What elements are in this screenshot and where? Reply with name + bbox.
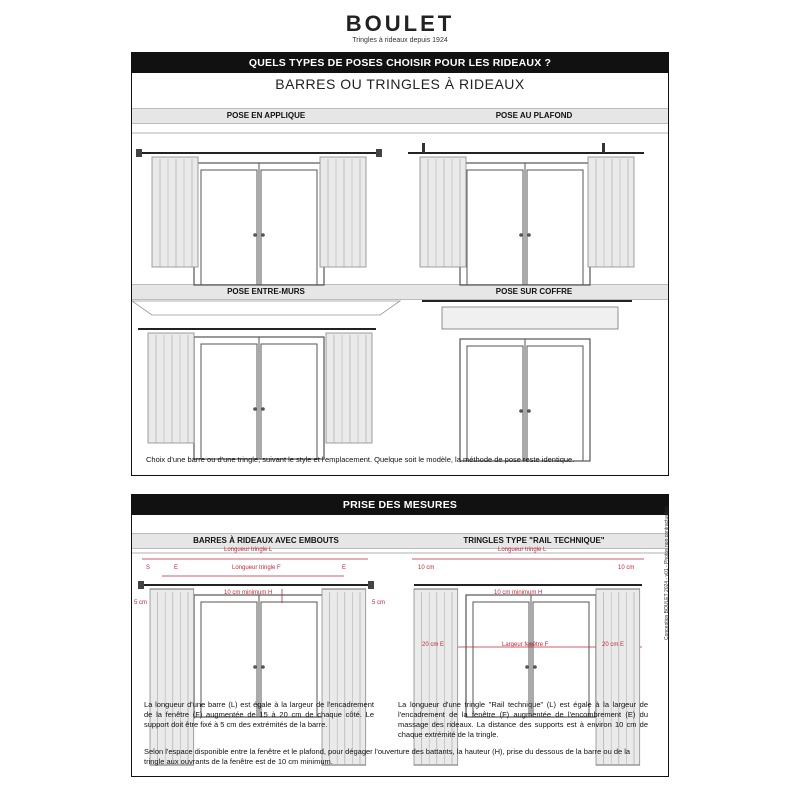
- brand-tagline: Tringles à rideaux depuis 1924: [352, 37, 448, 44]
- section-poses-subtitle: BARRES OU TRINGLES À RIDEAUX: [275, 76, 525, 92]
- panel-title-plafond: POSE AU PLAFOND: [400, 108, 668, 124]
- label-20cm-E-right: 20 cm E: [602, 642, 625, 648]
- brand-name: BOULET: [345, 11, 455, 36]
- label-longueur-F: Longueur tringle F: [232, 565, 281, 571]
- label-E-left: E: [174, 565, 179, 571]
- illustration-mesure-embouts: [132, 553, 400, 765]
- paragraph-hauteur: Selon l'espace disponible entre la fenêtre et le plafond, pour dégager l'ouverture des battants, la hauteur (H), prise du dessous de la barre ou de la tringle aux ouvrants de la fenêtre est de 10 cm minimum.: [144, 747, 631, 766]
- panel-title-rail: TRINGLES TYPE "RAIL TECHNIQUE": [400, 533, 668, 549]
- brand-logo: [0, 12, 800, 44]
- label-hauteur-H-left: 10 cm minimum H: [224, 590, 273, 596]
- panel-title-coffre: POSE SUR COFFRE: [400, 284, 668, 300]
- illustration-coffre: [422, 301, 632, 461]
- illustration-plafond: [400, 133, 668, 285]
- label-5cm-right: 5 cm: [372, 600, 386, 606]
- label-S-left: S: [146, 565, 151, 571]
- section-poses-header: QUELS TYPES DE POSES CHOISIR POUR LES RIDEAUX ?: [132, 53, 668, 73]
- section-mesures: [131, 494, 669, 777]
- section-poses-illustrations: [132, 53, 668, 477]
- label-hauteur-H-right: 10 cm minimum H: [494, 590, 543, 596]
- label-10cm-right: 10 cm: [618, 565, 635, 571]
- label-5cm-left: 5 cm: [134, 600, 148, 606]
- copyright-note: Conception BOULET 2024 - v01 - Photos non contractuelles: [664, 506, 670, 640]
- paragraph-rail: La longueur d'une tringle "Rail technique" (L) est égale à la largeur de l'encadrement de la fenêtre (F) augmentée de l'encombrement (E) du massage des rideaux. La distance des supports est à environ 10 cm de chaque extrémité de la tringle.: [398, 700, 648, 739]
- panel-title-embouts: BARRES À RIDEAUX AVEC EMBOUTS: [132, 533, 400, 549]
- label-10cm-left: 10 cm: [418, 565, 435, 571]
- paragraph-embouts: La longueur d'une barre (L) est égale à la largeur de l'encadrement de la fenêtre (F) augmentée de 15 à 20 cm de chaque côté. Le support doit être fixé à 5 cm des extrémités de la barre.: [144, 700, 374, 729]
- label-20cm-E-left: 20 cm E: [422, 642, 445, 648]
- illustration-entre-murs: [132, 301, 400, 459]
- panel-title-applique: POSE EN APPLIQUE: [132, 108, 400, 124]
- panel-title-entre-murs: POSE ENTRE-MURS: [132, 284, 400, 300]
- section-mesures-header: PRISE DES MESURES: [132, 495, 668, 515]
- section-poses: [131, 52, 669, 476]
- section-poses-caption: Choix d'une barre ou d'une tringle, suivant le style et l'emplacement. Quelque soit le modèle, la méthode de pose reste identique.: [146, 455, 575, 464]
- label-longueur-L-left: Longueur tringle L: [224, 547, 273, 553]
- label-largeur-F: Largeur fenêtre F: [502, 642, 549, 648]
- label-E-right: E: [342, 565, 347, 571]
- label-longueur-L-right: Longueur tringle L: [498, 547, 547, 553]
- illustration-applique: [132, 133, 400, 285]
